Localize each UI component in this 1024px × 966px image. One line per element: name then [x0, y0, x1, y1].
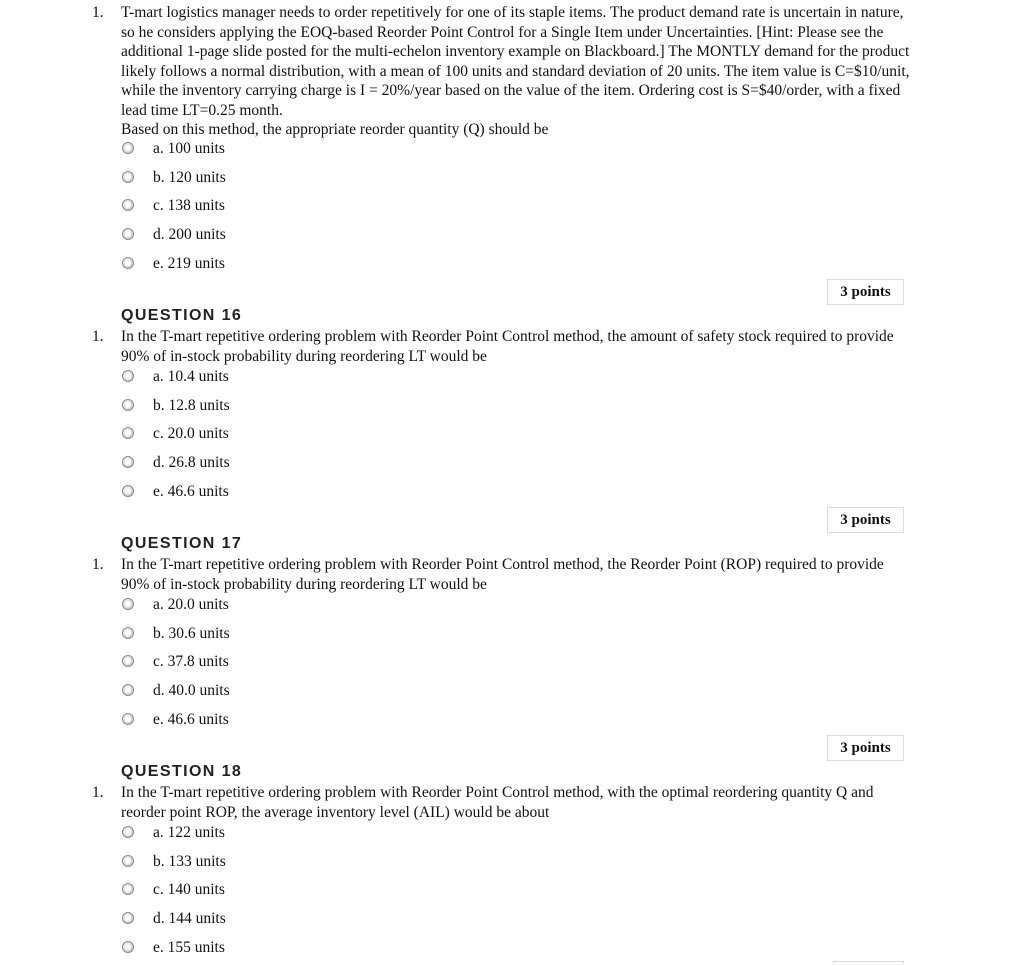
question-text: T-mart logistics manager needs to order repetitively for one of its staple items. The product demand rate is uncertain in nature, so he considers applying the EOQ-based Reorder Point Control for a Single Item under Uncertainties. [Hint: Please see the additional 1-page slide posted for the multi-echelon inventory example on Blackboard.] The MONTLY demand for the product likely follows a normal distribution, with a mean of 100 units and standard deviation of 20 units. The item value is C=$10/unit, while the inventory carrying charge is I = 20%/year based on the value of the item. Ordering cost is S=$40/order, with a fixed lead time LT=0.25 month.	[121, 4, 910, 119]
radio-button[interactable]	[122, 655, 134, 667]
points-badge: 3 points	[827, 735, 904, 761]
radio-button[interactable]	[122, 684, 134, 696]
points-badge: 3 points	[827, 279, 904, 305]
radio-button[interactable]	[122, 399, 134, 411]
question-text: In the T-mart repetitive ordering problem with Reorder Point Control method, the Reorder Point (ROP) required to provide 90% of in-stock probability during reordering LT would be	[121, 556, 884, 593]
question-heading: QUESTION 17	[121, 535, 243, 552]
option-label: e. 155 units	[153, 938, 225, 956]
option-label: c. 138 units	[153, 197, 225, 215]
option-label: e. 46.6 units	[153, 482, 229, 500]
radio-button[interactable]	[122, 627, 134, 639]
option-label: c. 37.8 units	[153, 653, 229, 671]
question-prompt: Based on this method, the appropriate reorder quantity (Q) should be	[121, 121, 549, 138]
answer-options	[122, 139, 226, 282]
option-label: b. 133 units	[153, 852, 226, 870]
radio-button[interactable]	[122, 883, 134, 895]
option-label: d. 26.8 units	[153, 454, 230, 472]
option-label: d. 200 units	[153, 226, 226, 244]
option-label: c. 140 units	[153, 881, 225, 899]
option-c[interactable]	[122, 652, 230, 681]
option-e[interactable]	[122, 482, 230, 511]
radio-button[interactable]	[122, 826, 134, 838]
answer-options	[122, 595, 230, 738]
option-label: e. 46.6 units	[153, 710, 229, 728]
option-label: d. 40.0 units	[153, 682, 230, 700]
option-label: a. 10.4 units	[153, 368, 229, 385]
option-label: a. 100 units	[153, 140, 225, 157]
option-c[interactable]	[122, 880, 226, 909]
option-e[interactable]	[122, 938, 226, 966]
option-b[interactable]	[122, 168, 226, 197]
answer-options	[122, 823, 226, 966]
points-badge: 3 points	[827, 507, 904, 533]
radio-button[interactable]	[122, 912, 134, 924]
radio-button[interactable]	[122, 228, 134, 240]
option-label: b. 12.8 units	[153, 396, 230, 414]
option-d[interactable]	[122, 909, 226, 938]
option-b[interactable]	[122, 396, 230, 425]
question-heading: QUESTION 18	[121, 763, 243, 780]
question-heading: QUESTION 16	[121, 307, 243, 324]
option-d[interactable]	[122, 453, 230, 482]
question-number: 1.	[92, 328, 104, 345]
option-label: d. 144 units	[153, 910, 226, 928]
radio-button[interactable]	[122, 855, 134, 867]
radio-button[interactable]	[122, 370, 134, 382]
radio-button[interactable]	[122, 713, 134, 725]
answer-options	[122, 367, 230, 510]
radio-button[interactable]	[122, 598, 134, 610]
option-c[interactable]	[122, 196, 226, 225]
radio-button[interactable]	[122, 427, 134, 439]
question-number: 1.	[92, 4, 104, 21]
option-e[interactable]	[122, 710, 230, 739]
question-number: 1.	[92, 556, 104, 573]
question-text: In the T-mart repetitive ordering problem with Reorder Point Control method, the amount of safety stock required to provide 90% of in-stock probability during reordering LT would be	[121, 328, 894, 365]
radio-button[interactable]	[122, 199, 134, 211]
question-number: 1.	[92, 784, 104, 801]
option-b[interactable]	[122, 624, 230, 653]
radio-button[interactable]	[122, 171, 134, 183]
radio-button[interactable]	[122, 941, 134, 953]
radio-button[interactable]	[122, 485, 134, 497]
option-c[interactable]	[122, 424, 230, 453]
option-a[interactable]	[122, 139, 226, 168]
option-label: b. 120 units	[153, 168, 226, 186]
option-label: b. 30.6 units	[153, 624, 230, 642]
radio-button[interactable]	[122, 142, 134, 154]
option-b[interactable]	[122, 852, 226, 881]
option-label: a. 122 units	[153, 824, 225, 841]
option-a[interactable]	[122, 823, 226, 852]
option-d[interactable]	[122, 681, 230, 710]
option-label: a. 20.0 units	[153, 596, 229, 613]
option-label: e. 219 units	[153, 254, 225, 272]
option-a[interactable]	[122, 595, 230, 624]
radio-button[interactable]	[122, 456, 134, 468]
radio-button[interactable]	[122, 257, 134, 269]
option-label: c. 20.0 units	[153, 425, 229, 443]
option-d[interactable]	[122, 225, 226, 254]
option-a[interactable]	[122, 367, 230, 396]
option-e[interactable]	[122, 254, 226, 283]
question-text: In the T-mart repetitive ordering problem with Reorder Point Control method, with the optimal reordering quantity Q and reorder point ROP, the average inventory level (AIL) would be about	[121, 784, 874, 821]
